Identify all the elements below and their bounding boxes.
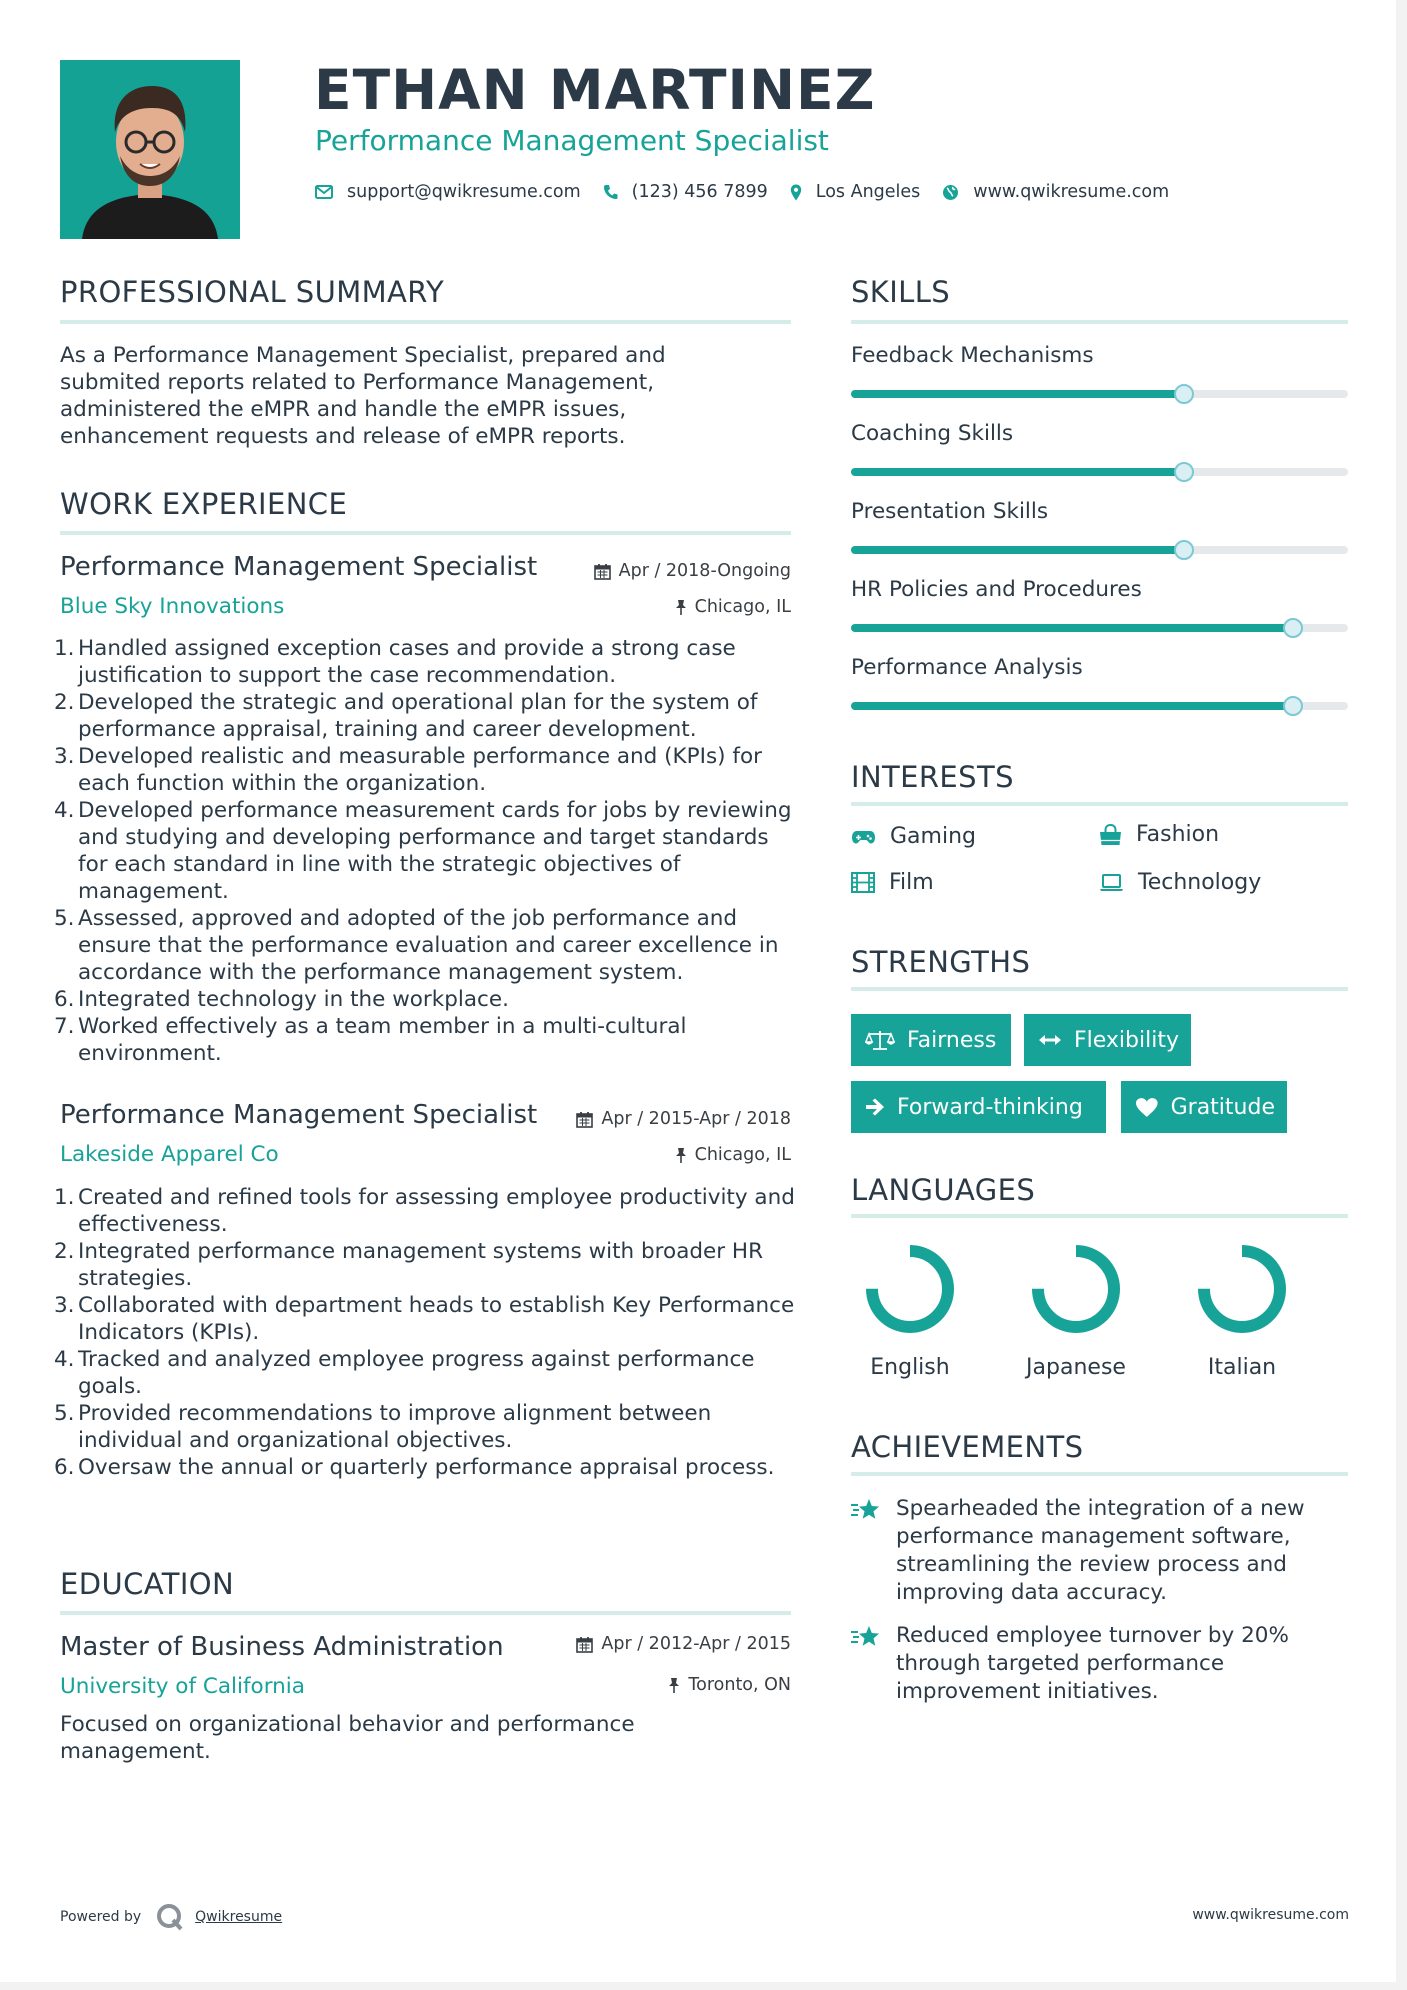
list-item: 3. Developed realistic and measurable performance and (KPIs) for each function within the organization. — [54, 744, 762, 796]
arrows-horizontal-icon — [1038, 1033, 1062, 1047]
skill-bar-knob — [1283, 696, 1303, 716]
interest-fashion — [1099, 822, 1219, 847]
education-location — [560, 1675, 791, 1695]
skill-bar — [851, 546, 1348, 554]
job-1-bullets — [54, 635, 800, 1067]
gamepad-icon — [851, 829, 876, 845]
interests-divider — [851, 802, 1348, 806]
strength-label: Forward-thinking — [897, 1094, 1083, 1120]
skill-bar-knob — [1174, 462, 1194, 482]
list-item-text: Developed the strategic and operational plan for the system of performance appraisal, training and career development. — [78, 690, 758, 742]
job-2-company[interactable]: Lakeside Apparel Co — [60, 1142, 279, 1167]
skill-bar-fill — [851, 624, 1293, 632]
contact-email-text: support@qwikresume.com — [347, 182, 581, 202]
list-item: 7. Worked effectively as a team member in a multi-cultural environment. — [54, 1014, 687, 1066]
language-ring — [1196, 1243, 1288, 1335]
interest-film — [851, 870, 934, 895]
education-description: Focused on organizational behavior and performance management. — [60, 1712, 635, 1764]
skill-label: Coaching Skills — [851, 421, 1014, 446]
list-item-text: Provided recommendations to improve alignment between individual and organizational objectives. — [78, 1401, 712, 1453]
globe-icon — [942, 184, 959, 201]
job-1-company[interactable]: Blue Sky Innovations — [60, 594, 285, 619]
interest-gaming — [851, 824, 976, 849]
language-italian — [1187, 1243, 1297, 1380]
experience-heading: WORK EXPERIENCE — [60, 487, 348, 521]
job-2-title: Performance Management Specialist — [60, 1100, 538, 1130]
candidate-title: Performance Management Specialist — [315, 124, 829, 157]
skill-bar-knob — [1174, 384, 1194, 404]
skills-divider — [851, 320, 1348, 324]
candidate-name: ETHAN MARTINEZ — [314, 58, 876, 122]
interest-label: Fashion — [1136, 822, 1220, 847]
skill-bar — [851, 390, 1348, 398]
footer-website[interactable]: www.qwikresume.com — [1192, 1907, 1349, 1923]
footer-brand-link[interactable]: Qwikresume — [195, 1909, 283, 1925]
list-item-text: Developed performance measurement cards for jobs by reviewing and studying and developing performance and target standards for each standard in line with the strategic objectives of management. — [78, 798, 792, 904]
language-japanese — [1021, 1243, 1131, 1380]
list-item-text: Oversaw the annual or quarterly performance appraisal process. — [78, 1455, 775, 1480]
calendar-icon — [576, 1111, 593, 1128]
contact-bar — [315, 180, 1191, 204]
contact-location — [790, 182, 921, 202]
strength-label: Fairness — [907, 1027, 997, 1053]
list-item-text: Tracked and analyzed employee progress against performance goals. — [78, 1347, 755, 1399]
skill-bar-knob — [1174, 540, 1194, 560]
skill-bar-fill — [851, 702, 1293, 710]
language-label: English — [870, 1355, 950, 1380]
list-item: 1. Handled assigned exception cases and provide a strong case justification to support the case recommendation. — [54, 636, 736, 688]
list-item: 2. Integrated performance management systems with broader HR strategies. — [54, 1239, 764, 1291]
skill-label: Feedback Mechanisms — [851, 343, 1094, 368]
skill-bar — [851, 468, 1348, 476]
list-item: 4. Developed performance measurement cards for jobs by reviewing and studying and developing performance and target standards for each standard in line with the strategic objectives of management. — [54, 798, 792, 904]
list-item-text: Integrated performance management systems with broader HR strategies. — [78, 1239, 764, 1291]
interest-label: Technology — [1138, 870, 1262, 895]
education-dates-text: Apr / 2012-Apr / 2015 — [601, 1634, 791, 1654]
strength-forward-thinking — [851, 1081, 1106, 1133]
envelope-icon — [315, 185, 333, 199]
shopping-bag-icon — [1099, 824, 1122, 846]
strength-gratitude — [1121, 1081, 1287, 1133]
summary-heading: PROFESSIONAL SUMMARY — [60, 275, 445, 309]
languages-heading: LANGUAGES — [851, 1173, 1036, 1207]
pushpin-icon — [675, 599, 687, 616]
skill-bar-fill — [851, 468, 1184, 476]
experience-divider — [60, 531, 791, 535]
footer-powered-label: Powered by — [60, 1909, 142, 1925]
list-item: 5. Provided recommendations to improve alignment between individual and organizational objectives. — [54, 1401, 712, 1453]
map-marker-icon — [790, 184, 802, 201]
list-item-text: Worked effectively as a team member in a multi-cultural environment. — [78, 1014, 687, 1066]
phone-icon — [603, 184, 618, 200]
contact-website-text: www.qwikresume.com — [973, 182, 1170, 202]
list-item-text: Collaborated with department heads to establish Key Performance Indicators (KPIs). — [78, 1293, 795, 1345]
language-english — [855, 1243, 965, 1380]
job-1-title: Performance Management Specialist — [60, 552, 538, 582]
skill-bar — [851, 702, 1348, 710]
interest-label: Film — [889, 870, 934, 895]
education-heading: EDUCATION — [60, 1567, 235, 1601]
calendar-icon — [594, 563, 611, 580]
list-item: 2. Developed the strategic and operational plan for the system of performance appraisal, training and career development. — [54, 690, 758, 742]
job-2-dates — [560, 1109, 791, 1129]
interest-technology — [1099, 870, 1261, 895]
laptop-icon — [1099, 874, 1124, 892]
list-item-text: Handled assigned exception cases and provide a strong case justification to support the case recommendation. — [78, 636, 736, 688]
skill-bar — [851, 624, 1348, 632]
achievement-item: Spearheaded the integration of a new performance management software, streamlining the review process and improving data accuracy. — [896, 1496, 1305, 1605]
contact-email[interactable] — [315, 182, 581, 202]
job-1-dates — [560, 561, 791, 581]
list-item-text: Created and refined tools for assessing employee productivity and effectiveness. — [78, 1185, 795, 1237]
summary-divider — [60, 320, 791, 324]
list-item-text: Integrated technology in the workplace. — [78, 987, 509, 1012]
list-item: 3. Collaborated with department heads to establish Key Performance Indicators (KPIs). — [54, 1293, 795, 1345]
job-2-location-text: Chicago, IL — [694, 1145, 791, 1165]
contact-location-text: Los Angeles — [815, 182, 921, 202]
interests-heading: INTERESTS — [851, 760, 1014, 794]
profile-photo — [60, 60, 240, 239]
job-1-location-text: Chicago, IL — [694, 597, 791, 617]
language-label: Italian — [1207, 1355, 1277, 1380]
summary-text: As a Performance Management Specialist, prepared and submited reports related to Performance Management, administered the eMPR and handle the eMPR issues, enhancement requests and release of eMPR reports. — [60, 343, 666, 449]
achievements-divider — [851, 1472, 1348, 1476]
interest-label: Gaming — [890, 824, 976, 849]
achievement-item: Reduced employee turnover by 20% through targeted performance improvement initiatives. — [896, 1623, 1289, 1704]
achievements-heading: ACHIEVEMENTS — [851, 1430, 1084, 1464]
job-1-dates-text: Apr / 2018-Ongoing — [618, 561, 791, 581]
strength-fairness — [851, 1014, 1011, 1066]
contact-phone[interactable] — [603, 182, 768, 202]
star-achievement-icon — [850, 1624, 882, 1650]
language-ring — [864, 1243, 956, 1335]
education-location-text: Toronto, ON — [688, 1675, 791, 1695]
person-portrait-icon — [60, 60, 240, 239]
pushpin-icon — [668, 1677, 680, 1694]
languages-divider — [851, 1214, 1348, 1218]
list-item-text: Assessed, approved and adopted of the job performance and ensure that the performance evaluation and career excellence in accordance with the performance management system. — [78, 906, 779, 985]
contact-website[interactable] — [942, 182, 1169, 202]
list-item: 5. Assessed, approved and adopted of the job performance and ensure that the performance evaluation and career excellence in accordance with the performance management system. — [54, 906, 779, 985]
contact-phone-text: (123) 456 7899 — [631, 182, 768, 202]
education-degree: Master of Business Administration — [60, 1632, 504, 1662]
skill-bar-knob — [1283, 618, 1303, 638]
list-item: 1. Created and refined tools for assessing employee productivity and effectiveness. — [54, 1185, 795, 1237]
balance-scale-icon — [865, 1029, 895, 1051]
strengths-heading: STRENGTHS — [851, 945, 1031, 979]
strengths-divider — [851, 987, 1348, 991]
education-divider — [60, 1611, 791, 1615]
skill-bar-fill — [851, 390, 1184, 398]
job-2-location — [560, 1145, 791, 1165]
calendar-icon — [576, 1636, 593, 1653]
job-1-location — [560, 597, 791, 617]
strength-label: Gratitude — [1170, 1094, 1275, 1120]
language-label: Japanese — [1026, 1355, 1126, 1380]
skills-heading: SKILLS — [851, 275, 951, 309]
film-icon — [851, 872, 875, 893]
list-item: 6. Oversaw the annual or quarterly performance appraisal process. — [54, 1455, 775, 1480]
star-achievement-icon — [850, 1497, 882, 1523]
education-school[interactable]: University of California — [60, 1674, 305, 1699]
list-item-text: Developed realistic and measurable performance and (KPIs) for each function within the organization. — [78, 744, 762, 796]
skill-label: HR Policies and Procedures — [851, 577, 1142, 602]
education-dates — [540, 1634, 791, 1654]
job-2-bullets — [54, 1184, 800, 1481]
pushpin-icon — [675, 1147, 687, 1164]
skill-label: Presentation Skills — [851, 499, 1049, 524]
strength-flexibility — [1024, 1014, 1191, 1066]
list-item: 4. Tracked and analyzed employee progress against performance goals. — [54, 1347, 755, 1399]
qwikresume-logo-icon — [155, 1902, 185, 1932]
list-item: 6. Integrated technology in the workplace. — [54, 987, 509, 1012]
strength-label: Flexibility — [1074, 1027, 1179, 1053]
footer-powered-by — [60, 1902, 282, 1932]
skill-bar-fill — [851, 546, 1184, 554]
job-2-dates-text: Apr / 2015-Apr / 2018 — [601, 1109, 791, 1129]
skill-label: Performance Analysis — [851, 655, 1083, 680]
heart-icon — [1135, 1097, 1159, 1118]
language-ring — [1030, 1243, 1122, 1335]
arrow-right-icon — [865, 1098, 885, 1116]
